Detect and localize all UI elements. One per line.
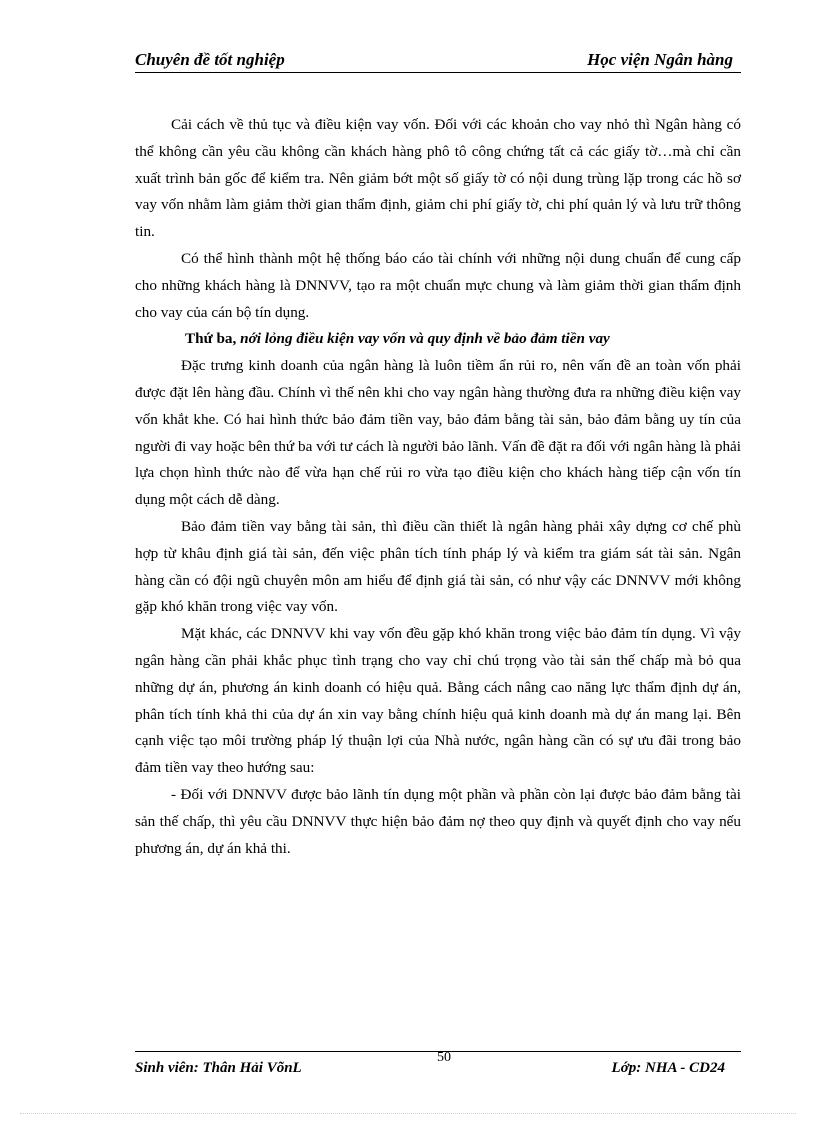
page-footer (135, 1051, 741, 1082)
document-body (135, 112, 741, 862)
paragraph-2: Có thể hình thành một hệ thống báo cáo tài chính với những nội dung chuẩn để cung cấp cho những khách hàng là DNNVV, tạo ra một chuẩn mực chung và làm giảm thời gian thẩm định cho vay của cán bộ tín dụng. (135, 249, 741, 321)
page-number: 50 (437, 1050, 451, 1065)
section-heading-lead: Thứ ba, (185, 330, 241, 348)
section-heading (135, 326, 741, 353)
paragraph-1: Cải cách về thủ tục và điều kiện vay vốn. Đối với các khoản cho vay nhỏ thì Ngân hàng có thể không cần yêu cầu không cần khách hàng phô tô công chứng tất cả các giấy tờ…mà chỉ cần xuất trình bản gốc để kiểm tra. Nên giảm bớt một số giấy tờ có nội dung trùng lặp trong các hồ sơ vay vốn nhằm làm giảm thời gian thẩm định, giảm chi phí giấy tờ, chi phí quản lý và lưu trữ thông tin. (135, 116, 741, 241)
paragraph-5: Mặt khác, các DNNVV khi vay vốn đều gặp khó khăn trong việc bảo đảm tín dụng. Vì vậy ngân hàng cần phải khắc phục tình trạng cho vay chỉ chú trọng vào tài sản thế chấp mà bỏ qua những dự án, phương án kinh doanh có hiệu quả. Bằng cách nâng cao năng lực thẩm định dự án, phân tích tính khả thi của dự án xin vay bằng chính hiệu quả kinh doanh mà dự án mang lại. Bên cạnh việc tạo môi trường pháp lý thuận lợi của Nhà nước, ngân hàng cần có sự ưu đãi trong bảo đảm tiền vay theo hướng sau: (135, 625, 741, 777)
page-header (135, 48, 741, 73)
paragraph-3: Đặc trưng kinh doanh của ngân hàng là luôn tiềm ẩn rủi ro, nên vấn đề an toàn vốn phải được đặt lên hàng đầu. Chính vì thế nên khi cho vay ngân hàng thường đưa ra những điều kiện vay vốn khắt khe. Có hai hình thức bảo đảm tiền vay, bảo đảm bằng tài sản, bảo đảm bằng uy tín của người đi vay hoặc bên thứ ba với tư cách là người bảo lãnh. Vấn đề đặt ra đối với ngân hàng là phải lựa chọn hình thức nào để vừa hạn chế rủi ro vừa tạo điều kiện cho khách hàng tiếp cận vốn tín dụng một cách dễ dàng. (135, 357, 741, 509)
page-bottom-divider (20, 1113, 796, 1114)
footer-class: Lớp: NHA - CD24 (611, 1060, 725, 1076)
section-heading-title: nới lỏng điều kiện vay vốn và quy định về bảo đảm tiền vay (240, 330, 610, 348)
header-institution: Học viện Ngân hàng (587, 50, 733, 69)
paragraph-6: - Đối với DNNVV được bảo lãnh tín dụng một phần và phần còn lại được bảo đảm bằng tài sản thế chấp, thì yêu cầu DNNVV thực hiện bảo đảm nợ theo quy định và quyết định cho vay nếu phương án, dự án khả thi. (135, 785, 741, 857)
header-document-type: Chuyên đề tốt nghiệp (135, 50, 285, 69)
footer-student: Sinh viên: Thân Hải VõnL (135, 1060, 302, 1076)
paragraph-4: Bảo đảm tiền vay bằng tài sản, thì điều cần thiết là ngân hàng phải xây dựng cơ chế phù hợp từ khâu định giá tài sản, đến việc phân tích tính pháp lý và kiểm tra giám sát tài sản. Ngân hàng cần có đội ngũ chuyên môn am hiểu để định giá tài sản, có như vậy các DNNVV mới không gặp khó khăn trong việc vay vốn. (135, 517, 741, 616)
